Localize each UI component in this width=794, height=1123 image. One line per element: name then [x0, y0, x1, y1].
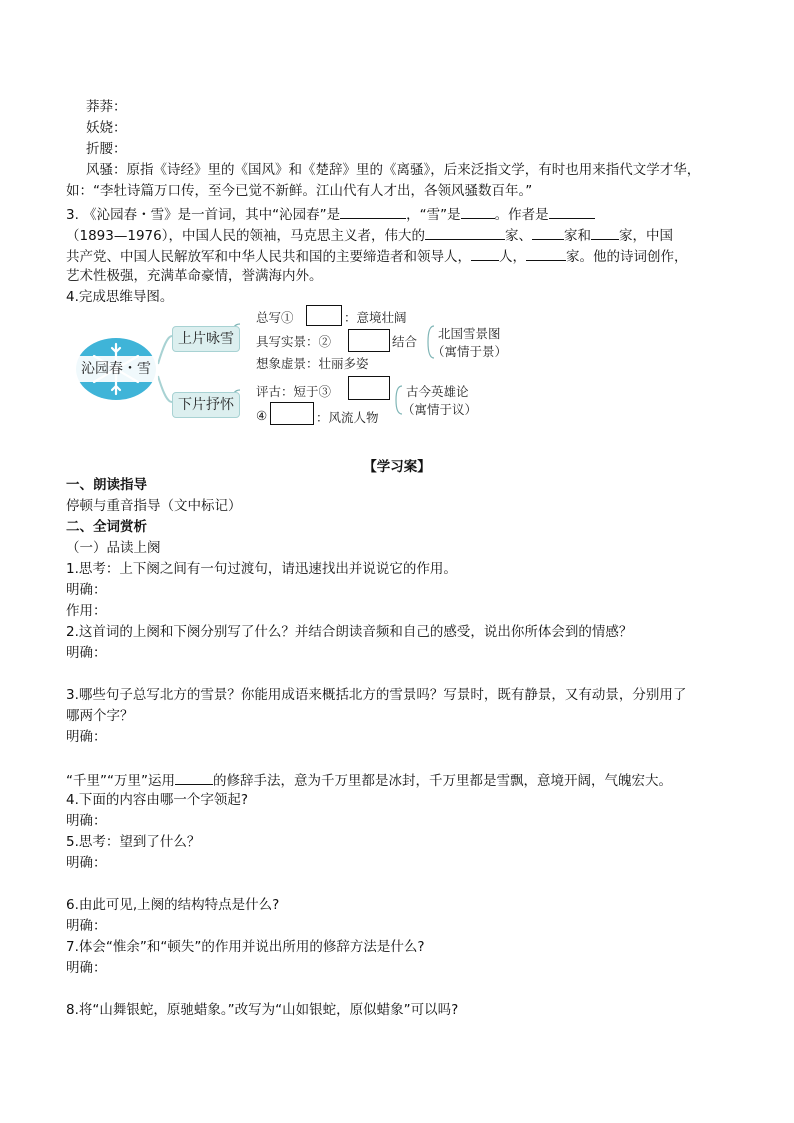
blank-field: [461, 204, 495, 219]
lower-item-2-suffix: ：风流人物: [316, 410, 379, 425]
answer-box-1: [306, 305, 342, 326]
question-2: 2.这首词的上阕和下阕分别写了什么？并结合朗读音频和自己的感受，说出你所体会到的情感？: [66, 624, 633, 640]
upper-item-1-suffix: ：意境壮阔: [344, 310, 407, 325]
answer-label: 明确：: [66, 918, 107, 934]
upper-summary-note: （寓情于景）: [432, 344, 508, 359]
blank-field: [471, 246, 499, 261]
upper-branch-node: 上片咏雪: [172, 326, 240, 352]
blank-field: [591, 225, 619, 240]
answer-box-3: [348, 376, 390, 400]
blank-field: [340, 204, 406, 219]
question-8: 8.将“山舞银蛇，原驰蜡象。”改写为“山如银蛇，原似蜡象”可以吗?: [66, 1002, 459, 1018]
question-3-cont: 哪两个字？: [66, 708, 134, 724]
question-4b: 4.下面的内容由哪一个字领起?: [66, 792, 249, 808]
blank-field: [175, 770, 213, 785]
upper-item-2-suffix: 结合: [392, 334, 418, 349]
blank-field: [532, 225, 564, 240]
answer-label: 明确：: [66, 729, 107, 745]
question-5: 5.思考：望到了什么？: [66, 834, 201, 850]
lower-summary: 古今英雄论: [406, 384, 469, 399]
vocab-mangmang: 莽莽：: [86, 99, 127, 115]
section-1-heading: 一、朗读指导: [66, 477, 147, 493]
rhetoric-line: “千里”“万里”运用 的修辞手法，意为千万里都是冰封，千万里都是雪飘，意境开阔，气魄宏大。: [66, 770, 672, 790]
answer-label: 明确：: [66, 582, 107, 598]
question-3-line3: 共产党、中国人民解放军和中华人民共和国的主要缔造者和领导人， 人， 家。他的诗词创作，: [66, 246, 688, 266]
lower-branch-node: 下片抒怀: [172, 392, 240, 418]
upper-item-3: 想象虚景：壮丽多姿: [256, 356, 369, 371]
central-node: [74, 336, 158, 402]
upper-item-2-prefix: 具写实景：②: [256, 334, 332, 349]
question-1: 1.思考：上下阕之间有一句过渡句，请迅速找出并说说它的作用。: [66, 561, 457, 577]
question-4: 4.完成思维导图。: [66, 289, 174, 305]
blank-field: [425, 225, 505, 240]
answer-box-2: [348, 329, 390, 352]
blank-field: [526, 246, 566, 261]
question-7: 7.体会“惟余”和“顿失”的作用并说出所用的修辞方法是什么?: [66, 939, 425, 955]
section-2-heading: 二、全词赏析: [66, 519, 147, 535]
vocab-fengsao-example: 如：“李牡诗篇万口传，至今已觉不新鲜。江山代有人才出，各领风骚数百年。”: [66, 183, 533, 199]
answer-label: 明确：: [66, 645, 107, 661]
upper-summary: 北国雪景图: [438, 326, 501, 341]
vocab-fengsao: 风骚：原指《诗经》里的《国风》和《楚辞》里的《离骚》，后来泛指文学，有时也用来指代文学才华，: [86, 162, 701, 178]
question-3-line4: 艺术性极强，充满革命豪情，誉满海内外。: [66, 268, 323, 284]
answer-label: 明确：: [66, 813, 107, 829]
central-node-label: 沁园春・雪: [74, 356, 158, 382]
subsection-heading: （一）品读上阕: [66, 540, 161, 556]
blank-field: [549, 204, 595, 219]
section-title: 【学习案】: [363, 459, 431, 475]
lower-item-2-prefix: ④: [256, 408, 268, 423]
answer-label: 明确：: [66, 960, 107, 976]
upper-item-1-prefix: 总写①: [256, 310, 294, 325]
lower-summary-note: （寓情于议）: [402, 402, 478, 417]
question-3-line2: （1893—1976），中国人民的领袖，马克思主义者，伟大的 家、 家和 家，中国: [66, 225, 673, 245]
section-1-text: 停顿与重音指导（文中标记）: [66, 498, 242, 514]
question-6: 6.由此可见,上阕的结构特点是什么?: [66, 897, 280, 913]
answer-label: 明确：: [66, 855, 107, 871]
effect-label: 作用：: [66, 603, 107, 619]
answer-box-4: [270, 402, 314, 425]
question-3-line1: 3. 《沁园春・雪》是一首词，其中“沁园春”是 ，“雪”是 。作者是: [66, 204, 595, 224]
question-3: 3.哪些句子总写北方的雪景？你能用成语来概括北方的雪景吗？写景时，既有静景，又有动景，分别用了: [66, 687, 687, 703]
vocab-yaorao: 妖娆：: [86, 120, 127, 136]
mind-map: [72, 304, 542, 428]
lower-item-1-prefix: 评古：短于③: [256, 384, 332, 399]
vocab-zheyao: 折腰：: [86, 141, 127, 157]
